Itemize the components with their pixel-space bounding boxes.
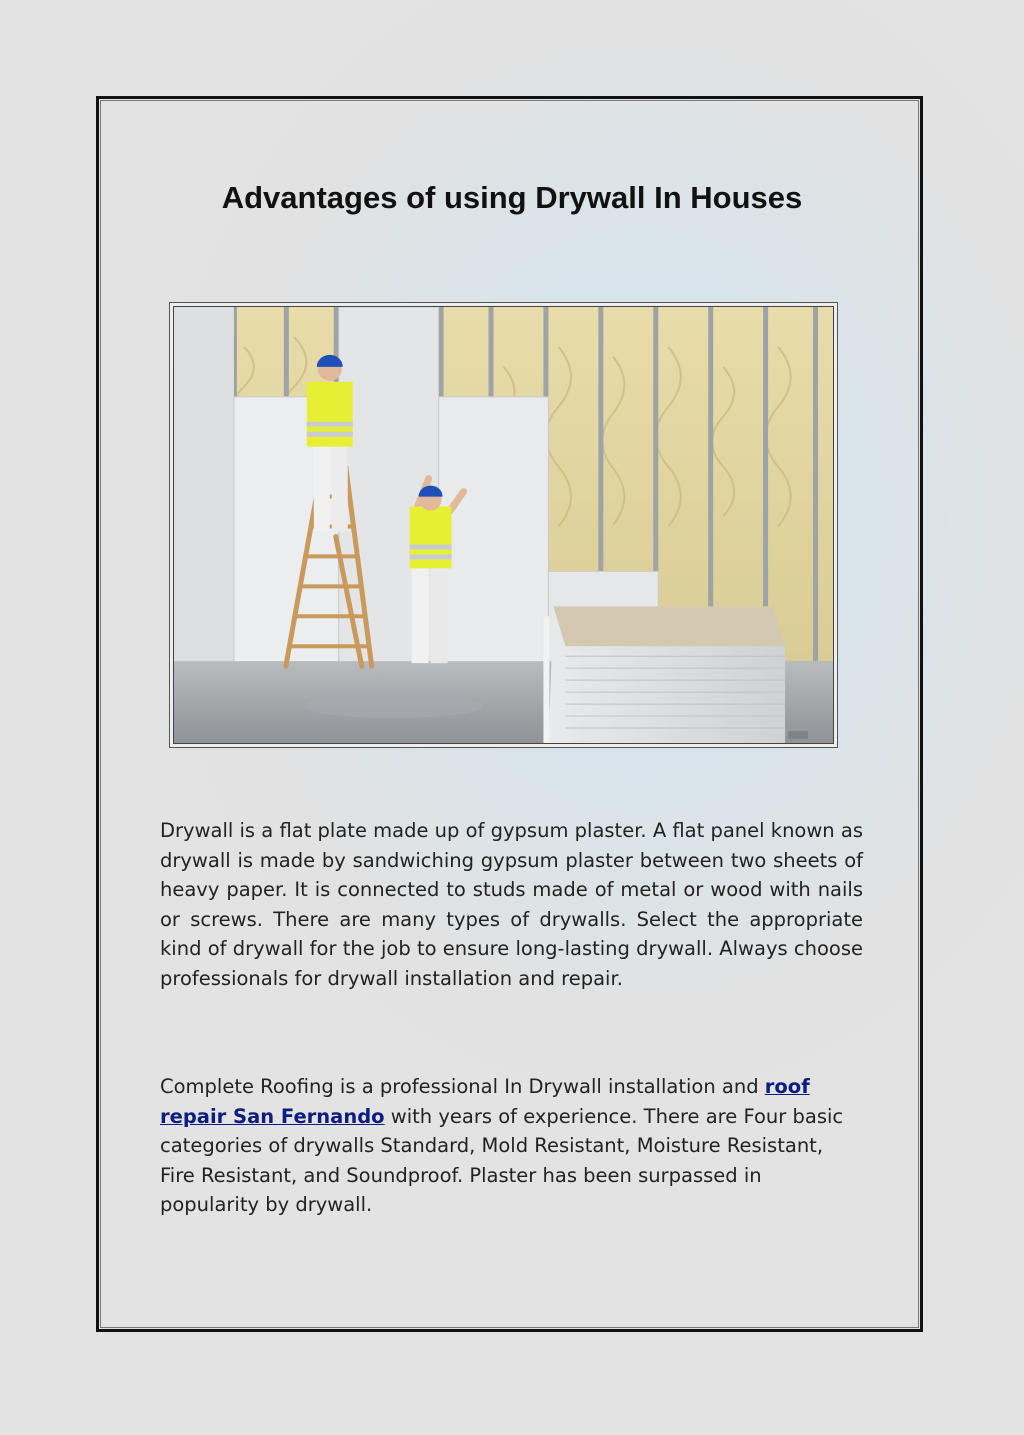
paragraph-2-intro: Complete Roofing is a professional In Drywall installation and xyxy=(160,1075,765,1098)
roof-repair-san-fernando-link[interactable]: roof repair San Fernando xyxy=(160,1075,810,1128)
drywall-description-paragraph: Drywall is a flat plate made up of gypsum plaster. A flat panel known as drywall is made by sandwiching gypsum plaster between two sheets of heavy paper. It is connected to studs made of metal or wood with nails or screws. There are many types of drywalls. Select the appropriate kind of drywall for the job to ensure long-lasting drywall. Always choose professionals for drywall installation and repair. xyxy=(160,819,863,990)
drywall-installation-photo xyxy=(173,306,834,744)
page-title: Advantages of using Drywall In Houses xyxy=(221,180,803,215)
company-description-paragraph xyxy=(160,1072,863,1220)
drywall-photo-frame xyxy=(169,302,838,748)
paragraph-2-rest: with years of experience. There are Four basic categories of drywalls Standard, Mold Resistant, Moisture Resistant, Fire Resistant, and Soundproof. Plaster has been surpassed in popularity by drywall. xyxy=(160,1104,844,1216)
